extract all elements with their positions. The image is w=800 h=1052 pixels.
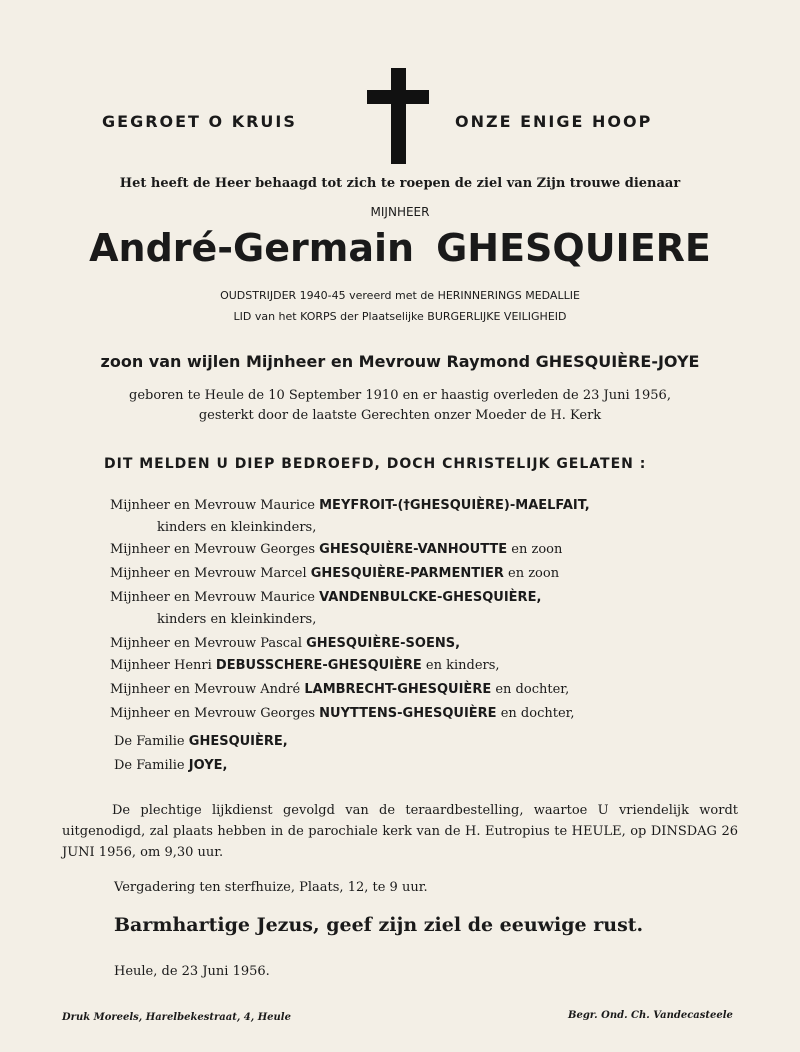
undertaker-credit: Begr. Ond. Ch. Vandecasteele — [568, 1010, 733, 1021]
deceased-first-names: André-Germain — [89, 226, 415, 270]
mourner-prefix: Mijnheer en Mevrouw Marcel — [110, 566, 307, 581]
mourner-row — [110, 590, 541, 605]
mourner-prefix: Mijnheer en Mevrouw Georges — [110, 706, 316, 721]
mourner-surname: NUYTTENS-GHESQUIÈRE — [319, 706, 497, 721]
mourner-row — [114, 758, 227, 773]
dateline: Heule, de 23 Juni 1956. — [114, 964, 270, 979]
distinction-civil-defence: LID van het KORPS der Plaatselijke BURGERLIJKE VEILIGHEID — [233, 310, 567, 323]
title-mijnheer: MIJNHEER — [370, 205, 430, 219]
mourner-surname: GHESQUIÈRE-VANHOUTTE — [319, 542, 508, 557]
mourner-row — [110, 658, 500, 673]
mourner-suffix: en zoon — [508, 566, 560, 581]
mourner-surname: JOYE, — [188, 758, 228, 773]
mourner-surname: LAMBRECHT-GHESQUIÈRE — [304, 682, 492, 697]
header-right-text: ONZE ENIGE HOOP — [455, 112, 653, 131]
mourner-row — [157, 520, 316, 535]
mourner-row — [110, 682, 569, 697]
deceased-surname: GHESQUIERE — [436, 226, 711, 270]
deceased-name — [0, 226, 800, 270]
mourner-suffix: en dochter, — [500, 706, 575, 721]
parents-line: zoon van wijlen Mijnheer en Mevrouw Raymond GHESQUIÈRE-JOYE — [100, 352, 700, 371]
mourner-surname: VANDENBULCKE-GHESQUIÈRE, — [319, 590, 542, 605]
intro-line: Het heeft de Heer behaagd tot zich te roepen de ziel van Zijn trouwe dienaar — [119, 176, 681, 191]
mourner-surname: MEYFROIT-(†GHESQUIÈRE)-MAELFAIT, — [319, 498, 590, 513]
mourner-row — [110, 706, 575, 721]
mourner-row — [110, 566, 559, 581]
mourner-prefix: Mijnheer en Mevrouw Georges — [110, 542, 316, 557]
mourner-surname: GHESQUIÈRE-PARMENTIER — [310, 566, 504, 581]
gathering-line: Vergadering ten sterfhuize, Plaats, 12, te 9 uur. — [114, 880, 428, 895]
prayer-line: Barmhartige Jezus, geef zijn ziel de eeuwige rust. — [114, 914, 644, 936]
mourners-heading: DIT MELDEN U DIEP BEDROEFD, DOCH CHRISTELIJK GELATEN : — [104, 456, 647, 472]
mourner-prefix: De Familie — [114, 758, 185, 773]
mourner-row — [110, 542, 562, 557]
mourner-prefix: Mijnheer en Mevrouw Maurice — [110, 498, 315, 513]
mourner-prefix: Mijnheer en Mevrouw Pascal — [110, 636, 302, 651]
mourner-prefix: kinders en kleinkinders, — [157, 612, 317, 627]
service-text: De plechtige lijkdienst gevolgd van de teraardbestelling, waartoe U vriendelijk wordt uitgenodigd, zal plaats hebben in de parochiale kerk van de H. Eutropius te HEULE, op DINSDAG 26 JUNI 1956, om 9,30 uur. — [62, 803, 738, 860]
mourner-row — [110, 636, 460, 651]
mourner-suffix: en kinders, — [425, 658, 500, 673]
service-paragraph — [62, 800, 738, 863]
born-died-line: geboren te Heule de 10 September 1910 en er haastig overleden de 23 Juni 1956, — [129, 388, 671, 403]
distinction-veteran: OUDSTRIJDER 1940-45 vereerd met de HERINNERINGS MEDALLIE — [220, 289, 580, 302]
printer-credit: Druk Moreels, Harelbekestraat, 4, Heule — [62, 1012, 291, 1023]
mourner-surname: GHESQUIÈRE-SOENS, — [306, 636, 461, 651]
mourner-row — [114, 734, 288, 749]
mourner-prefix: kinders en kleinkinders, — [157, 520, 317, 535]
mourner-surname: GHESQUIÈRE, — [188, 734, 288, 749]
mourner-row — [157, 612, 316, 627]
mourner-prefix: Mijnheer Henri — [110, 658, 212, 673]
header-left-text: GEGROET O KRUIS — [102, 112, 297, 131]
mourner-row — [110, 498, 590, 513]
mourner-suffix: en dochter, — [495, 682, 570, 697]
mourner-prefix: Mijnheer en Mevrouw Maurice — [110, 590, 315, 605]
mourner-prefix: De Familie — [114, 734, 185, 749]
mourner-suffix: en zoon — [511, 542, 563, 557]
sacraments-line: gesterkt door de laatste Gerechten onzer Moeder de H. Kerk — [198, 408, 602, 423]
mourner-surname: DEBUSSCHERE-GHESQUIÈRE — [215, 658, 422, 673]
mourner-prefix: Mijnheer en Mevrouw André — [110, 682, 301, 697]
